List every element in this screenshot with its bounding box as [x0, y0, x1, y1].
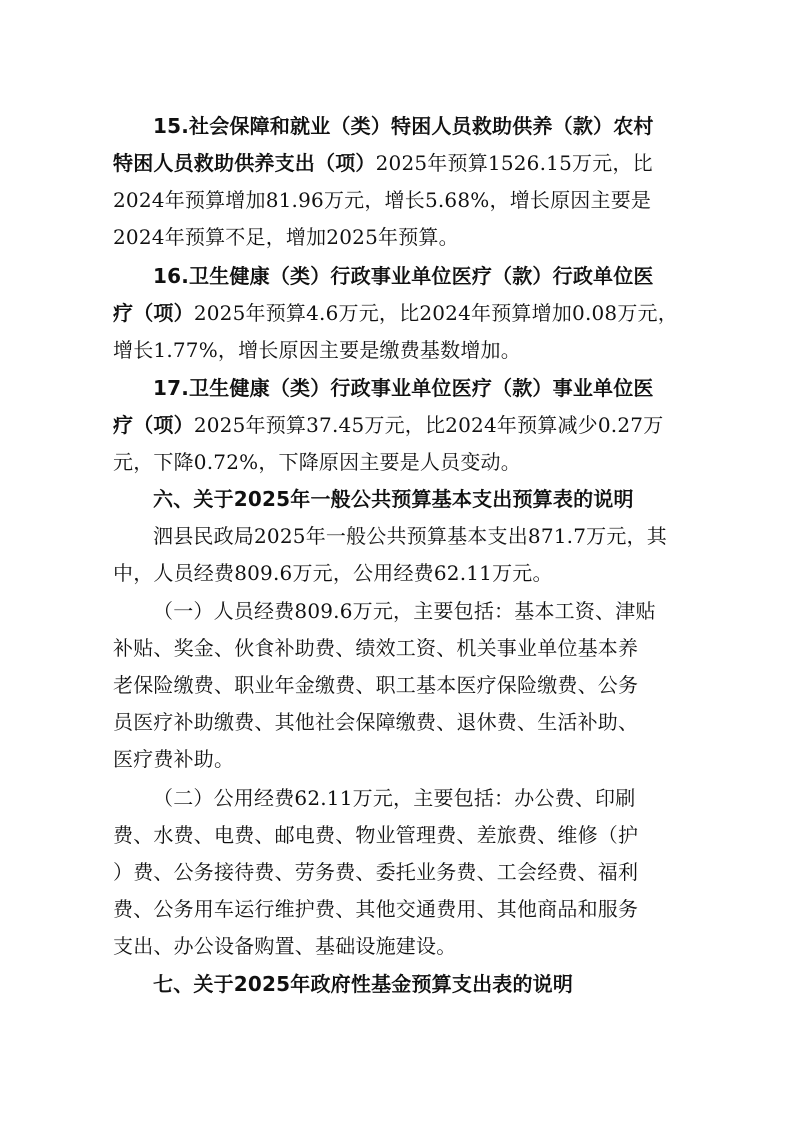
item-16-text: 2025年预算4.6万元，比2024年预算增加0.08万元， [193, 301, 678, 325]
item-15-text: 2025年预算1526.15万元，比 [375, 151, 653, 175]
item-17-line-1: 17.卫生健康（类）行政事业单位医疗（款）事业单位医 [153, 376, 654, 400]
item-16-line-2 [113, 294, 683, 332]
public-line-2: 费、水费、电费、邮电费、物业管理费、差旅费、维修（护 [113, 823, 639, 847]
item-16-line-3: 增长1.77%，增长原因主要是缴费基数增加。 [113, 338, 521, 362]
public-line-1: （二）公用经费62.11万元，主要包括：办公费、印刷 [153, 786, 636, 810]
public-line-5: 支出、办公设备购置、基础设施建设。 [113, 934, 457, 958]
personnel-line-5: 医疗费补助。 [113, 747, 235, 771]
personnel-line-2: 补贴、奖金、伙食补助费、绩效工资、机关事业单位基本养 [113, 636, 639, 660]
personnel-line-4: 员医疗补助缴费、其他社会保障缴费、退休费、生活补助、 [113, 710, 639, 734]
item-15-line-4: 2024年预算不足，增加2025年预算。 [113, 225, 459, 249]
personnel-line-1: （一）人员经费809.6万元，主要包括：基本工资、津贴 [153, 599, 656, 623]
item-16-title-end: 疗（项） [113, 301, 194, 325]
item-15-line-1: 15.社会保障和就业（类）特困人员救助供养（款）农村 [153, 114, 654, 138]
public-line-3: ）费、公务接待费、劳务费、委托业务费、工会经费、福利 [113, 860, 639, 884]
item-17-text: 2025年预算37.45万元，比2024年预算减少0.27万 [193, 413, 664, 437]
item-15-line-2 [113, 144, 683, 182]
item-17-line-2 [113, 406, 683, 444]
section-6-intro-line-1: 泗县民政局2025年一般公共预算基本支出871.7万元，其 [153, 524, 667, 548]
item-17-title-end: 疗（项） [113, 413, 194, 437]
item-15-line-3: 2024年预算增加81.96万元，增长5.68%，增长原因主要是 [113, 188, 652, 212]
section-6-heading: 六、关于2025年一般公共预算基本支出预算表的说明 [153, 487, 634, 511]
public-line-4: 费、公务用车运行维护费、其他交通费用、其他商品和服务 [113, 897, 639, 921]
item-17-line-3: 元，下降0.72%，下降原因主要是人员变动。 [113, 450, 521, 474]
personnel-line-3: 老保险缴费、职业年金缴费、职工基本医疗保险缴费、公务 [113, 673, 639, 697]
item-16-line-1: 16.卫生健康（类）行政事业单位医疗（款）行政单位医 [153, 264, 654, 288]
section-6-intro-line-2: 中，人员经费809.6万元，公用经费62.11万元。 [113, 561, 553, 585]
item-15-title-end: 特困人员救助供养支出（项） [113, 151, 376, 175]
section-7-heading: 七、关于2025年政府性基金预算支出表的说明 [153, 972, 574, 996]
